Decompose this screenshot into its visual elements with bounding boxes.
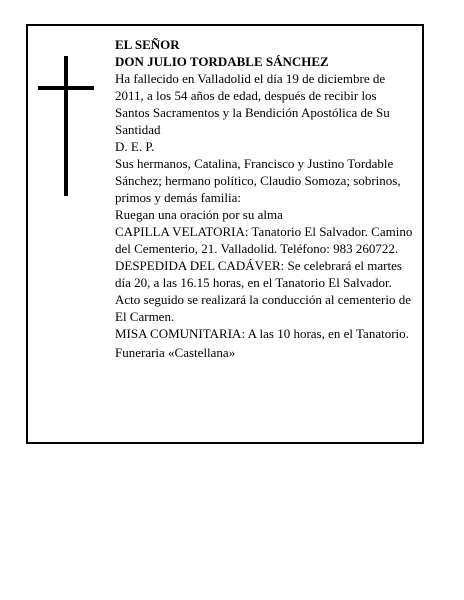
notice-mass-paragraph: MISA COMUNITARIA: A las 10 horas, en el Tanatorio. — [115, 326, 409, 341]
notice-family-paragraph: Sus hermanos, Catalina, Francisco y Justino Tordable Sánchez; hermano político, Claudio Somoza; sobrinos, primos y demás familia: — [115, 156, 401, 205]
cross-icon — [38, 56, 94, 196]
obituary-text-block — [115, 36, 413, 361]
cross-vertical-bar — [64, 56, 68, 196]
notice-death-paragraph: Ha fallecido en Valladolid el día 19 de diciembre de 2011, a los 54 años de edad, después de recibir los Santos Sacramentos y la Bendición Apostólica de Su Santidad — [115, 71, 390, 137]
notice-funeral-home: Funeraria «Castellana» — [115, 345, 236, 360]
notice-chapel-paragraph: CAPILLA VELATORIA: Tanatorio El Salvador. Camino del Cementerio, 21. Valladolid. Teléfono: 983 260722. — [115, 224, 413, 256]
notice-farewell-paragraph: DESPEDIDA DEL CADÁVER: Se celebrará el martes día 20, a las 16.15 horas, en el Tanatorio El Salvador. Acto seguido se realizará la conducción al cementerio de El Carmen. — [115, 258, 411, 324]
notice-prayer-line: Ruegan una oración por su alma — [115, 207, 283, 222]
notice-dep: D. E. P. — [115, 139, 155, 154]
notice-title-name: DON JULIO TORDABLE SÁNCHEZ — [115, 54, 329, 69]
cross-horizontal-bar — [38, 86, 94, 90]
notice-title-line1: EL SEÑOR — [115, 37, 180, 52]
